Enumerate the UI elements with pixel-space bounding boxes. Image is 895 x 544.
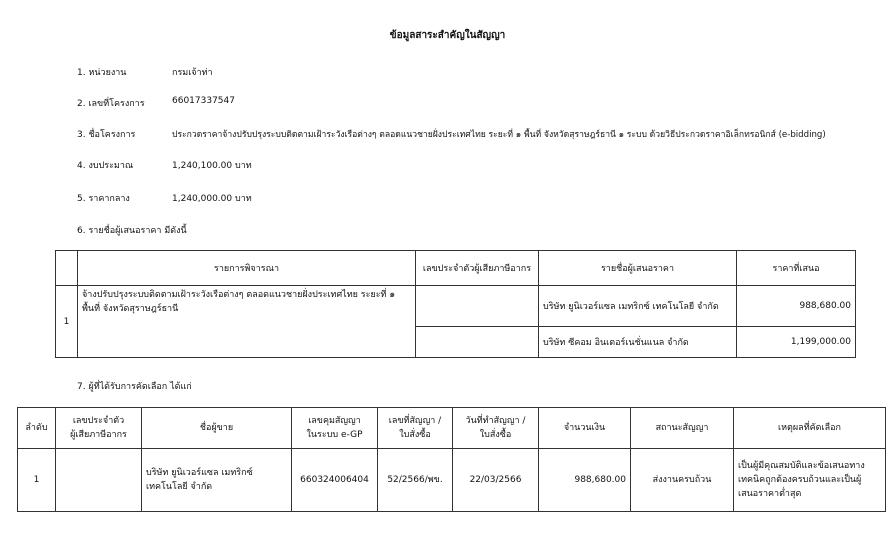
header-bidder-name: รายชื่อผู้เสนอราคา xyxy=(539,251,737,286)
winner-seller: บริษัท ยูนิเวอร์แซล เมทริกซ์ เทคโนโลยี จำกัด xyxy=(142,449,292,512)
winner-table-header xyxy=(18,408,886,449)
header-status: สถานะสัญญา xyxy=(631,408,734,449)
bidders-table-header xyxy=(56,251,856,286)
bidder-name: บริษัท ยูนิเวอร์แซล เมทริกซ์ เทคโนโลยี จำกัด xyxy=(539,286,737,327)
agency-value: กรมเจ้าท่า xyxy=(172,68,213,78)
header-egp-number: เลขคุมสัญญา ในระบบ e-GP xyxy=(292,408,378,449)
item-description: จ้างปรับปรุงระบบติดตามเฝ้าระวังเรือต่างๆ ตลอดแนวชายฝั่งประเทศไทย ระยะที่ ๑ พื้นที่ จังหวัดสุราษฎร์ธานี xyxy=(78,286,416,358)
document-title: ข้อมูลสาระสำคัญในสัญญา xyxy=(389,30,506,41)
project-name-value: ประกวดราคาจ้างปรับปรุงระบบติดตามเฝ้าระวังเรือต่างๆ ตลอดแนวชายฝั่งประเทศไทย ระยะที่ ๑ พื้นที่ จังหวัดสุราษฎร์ธานี ๑ ระบบ ด้วยวิธีประกวดราคาอิเล็กทรอนิกส์ (e-bidding) xyxy=(172,130,826,140)
bidder-name: บริษัท ซีคอม อินเตอร์เนชั่นแนล จำกัด xyxy=(539,327,737,358)
winner-order: 1 xyxy=(18,449,56,512)
header-tax-id: เลขประจำตัว ผู้เสียภาษีอากร xyxy=(56,408,142,449)
bidder-tax-id xyxy=(416,327,539,358)
winner-contract-number: 52/2566/พข. xyxy=(378,449,453,512)
winner-table xyxy=(17,407,886,512)
budget-label: 4. งบประมาณ xyxy=(77,161,134,171)
winner-amount: 988,680.00 xyxy=(539,449,631,512)
budget-value: 1,240,100.00 บาท xyxy=(172,161,252,171)
bidder-tax-id xyxy=(416,286,539,327)
header-reason: เหตุผลที่คัดเลือก xyxy=(734,408,886,449)
header-contract-date: วันที่ทำสัญญา / ใบสั่งซื้อ xyxy=(453,408,539,449)
row-number: 1 xyxy=(56,286,78,358)
header-blank xyxy=(56,251,78,286)
project-number-value: 66017337547 xyxy=(172,96,235,106)
bidder-price: 988,680.00 xyxy=(737,286,856,327)
bidders-table xyxy=(55,250,856,358)
project-number-label: 2. เลขที่โครงการ xyxy=(77,99,145,109)
section7-title: 7. ผู้ที่ได้รับการคัดเลือก ได้แก่ xyxy=(77,382,192,392)
header-order: ลำดับ xyxy=(18,408,56,449)
header-bid-price: ราคาที่เสนอ xyxy=(737,251,856,286)
section6-title: 6. รายชื่อผู้เสนอราคา มีดังนี้ xyxy=(77,226,187,236)
reference-price-value: 1,240,000.00 บาท xyxy=(172,194,252,204)
header-seller: ชื่อผู้ขาย xyxy=(142,408,292,449)
winner-reason: เป็นผู้มีคุณสมบัติและข้อเสนอทางเทคนิคถูกต้องครบถ้วนและเป็นผู้เสนอราคาต่ำสุด xyxy=(734,449,886,512)
header-item: รายการพิจารณา xyxy=(78,251,416,286)
header-tax-id: เลขประจำตัวผู้เสียภาษีอากร xyxy=(416,251,539,286)
winner-egp-number: 660324006404 xyxy=(292,449,378,512)
reference-price-label: 5. ราคากลาง xyxy=(77,194,130,204)
agency-label: 1. หน่วยงาน xyxy=(77,68,127,78)
table-row xyxy=(18,449,886,512)
winner-tax-id xyxy=(56,449,142,512)
header-contract-number: เลขที่สัญญา / ใบสั่งซื้อ xyxy=(378,408,453,449)
project-name-label: 3. ชื่อโครงการ xyxy=(77,130,136,140)
table-row xyxy=(56,286,856,327)
winner-contract-date: 22/03/2566 xyxy=(453,449,539,512)
bidder-price: 1,199,000.00 xyxy=(737,327,856,358)
winner-status: ส่งงานครบถ้วน xyxy=(631,449,734,512)
header-amount: จำนวนเงิน xyxy=(539,408,631,449)
